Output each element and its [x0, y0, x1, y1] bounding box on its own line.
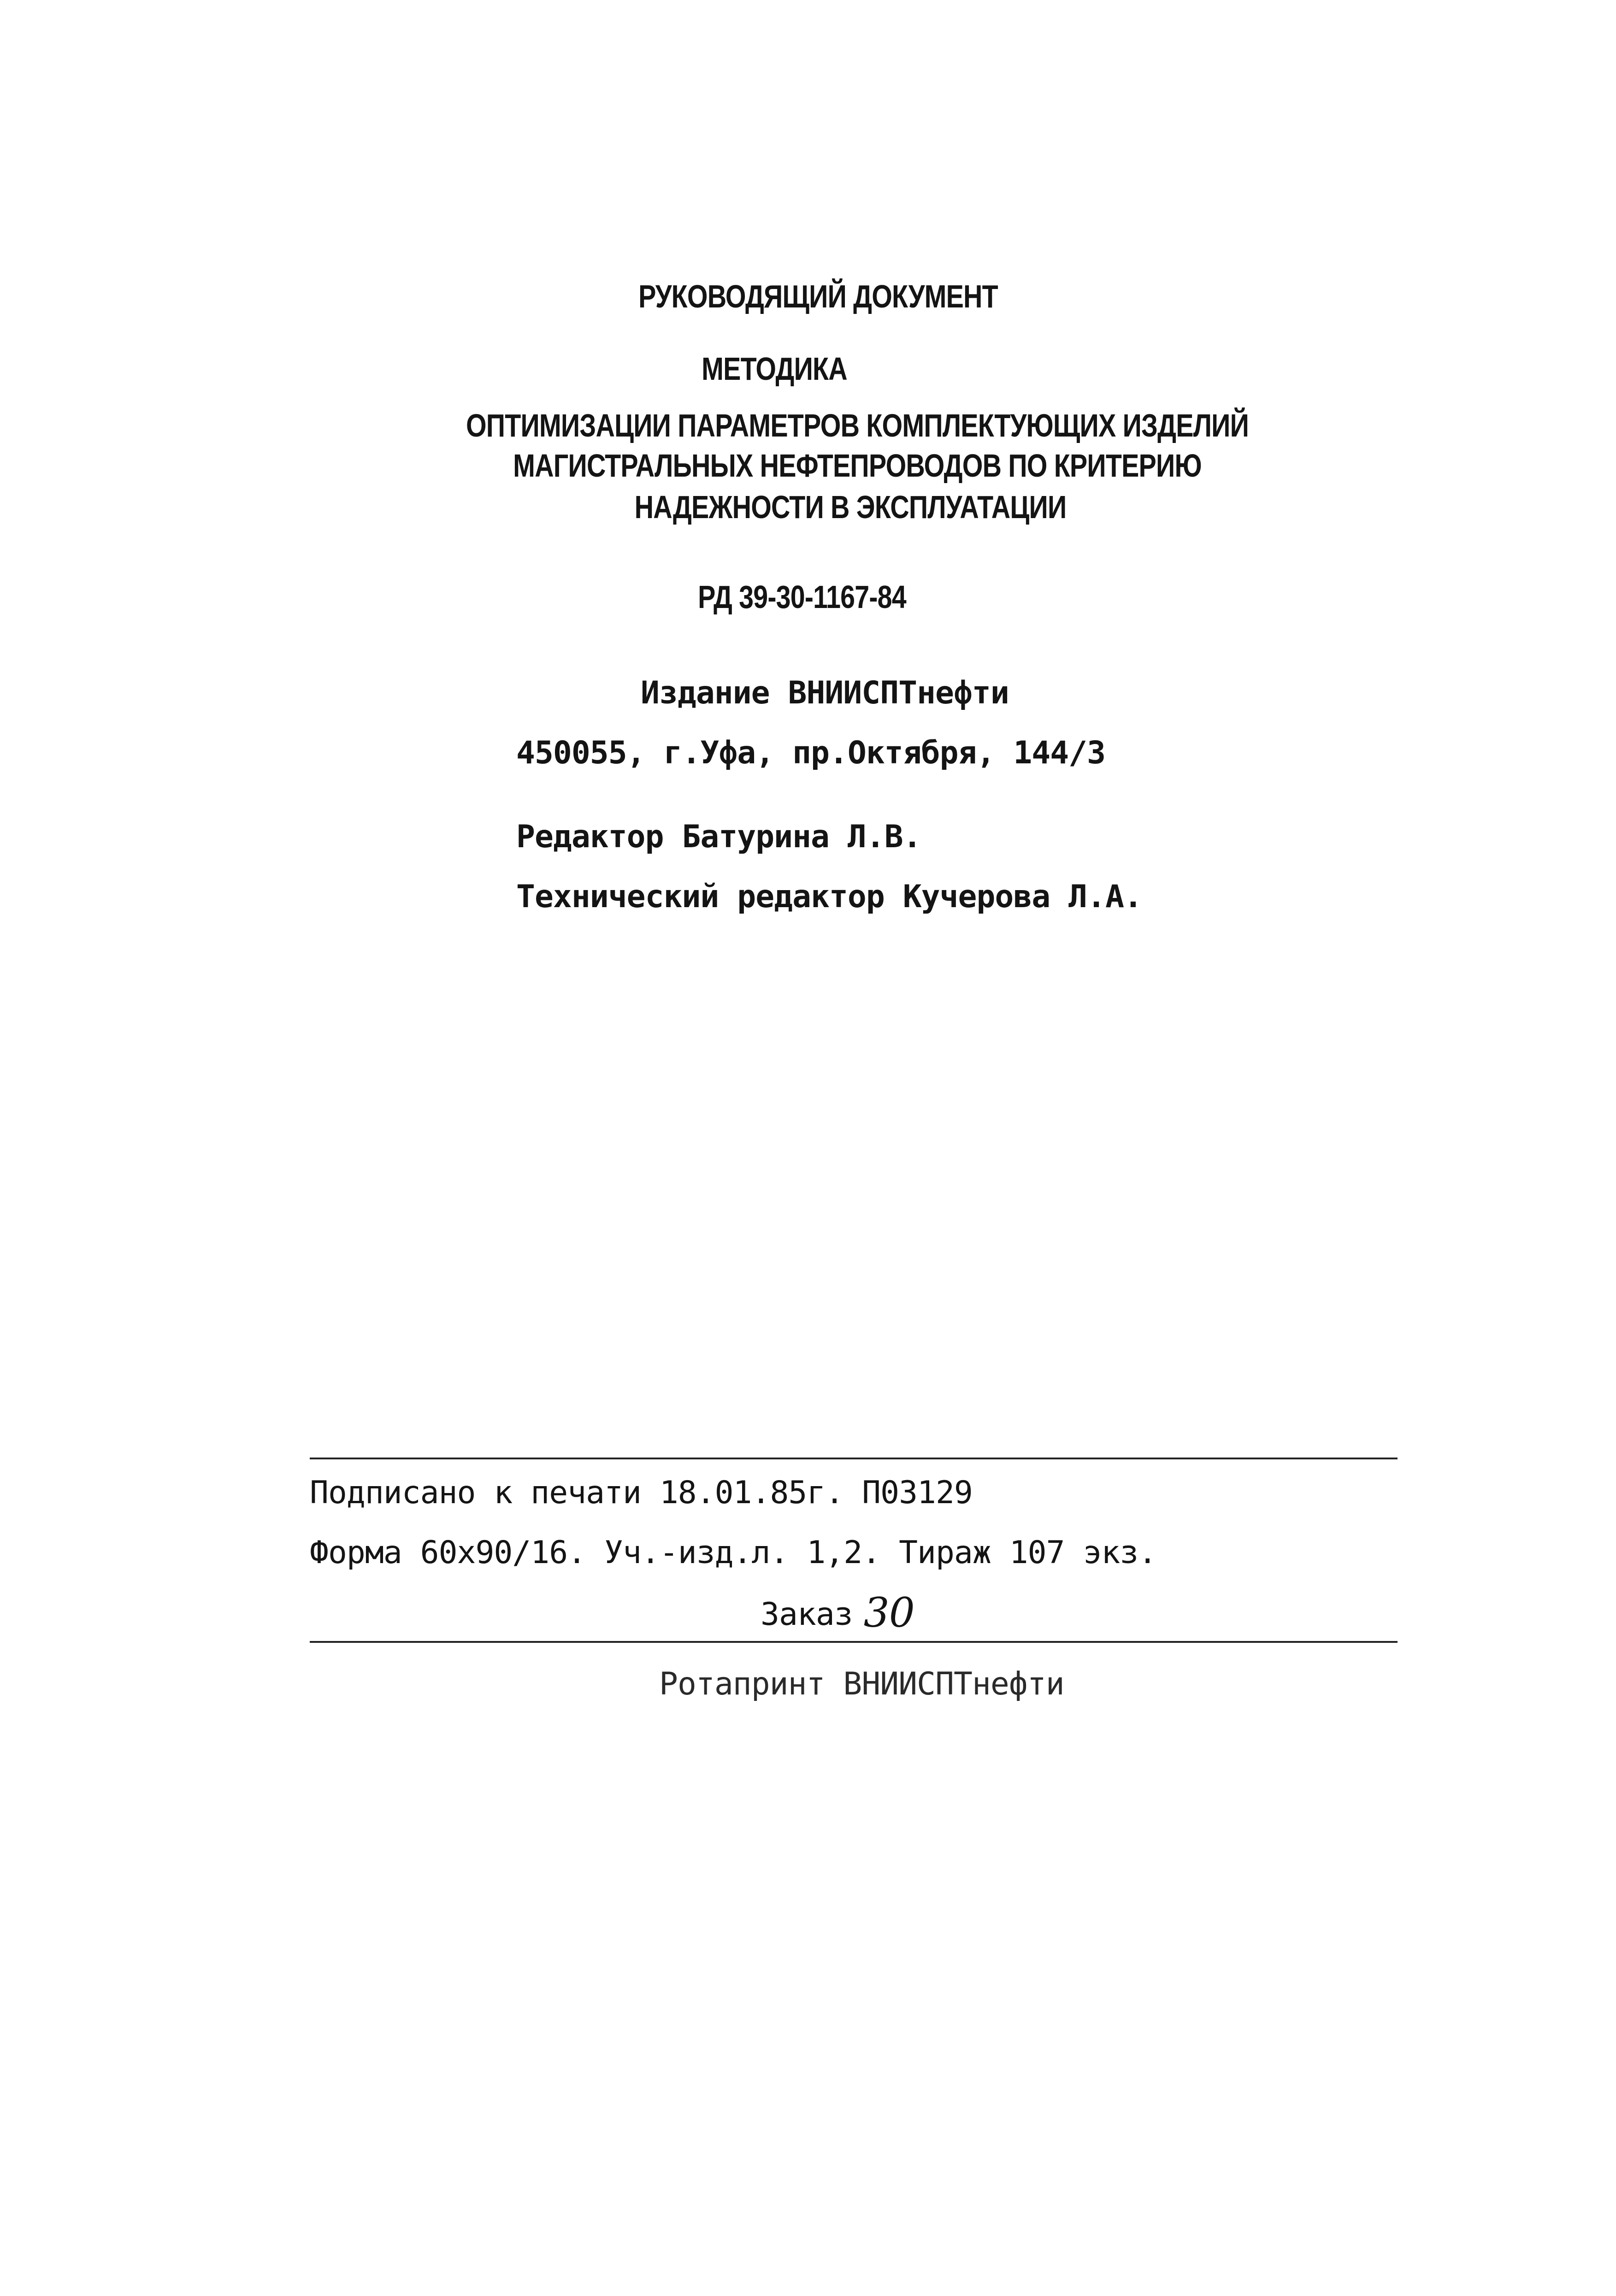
order-line: [761, 1589, 914, 1636]
technical-editor-line: Технический редактор Кучерова Л.А.: [516, 879, 1142, 915]
signed-for-print-line: Подписано к печати 18.01.85г. П03129: [310, 1475, 973, 1511]
title-line-2: МАГИСТРАЛЬНЫХ НЕФТЕПРОВОДОВ ПО КРИТЕРИЮ: [513, 448, 1202, 484]
imprint-bottom-rule: [310, 1641, 1398, 1643]
edition-line: Издание ВНИИСПТнефти: [641, 675, 1009, 711]
order-label: Заказ: [761, 1596, 853, 1633]
publisher-address: 450055, г.Уфа, пр.Октября, 144/3: [516, 735, 1106, 771]
title-line-1: ОПТИМИЗАЦИИ ПАРАМЕТРОВ КОМПЛЕКТУЮЩИХ ИЗДЕЛИЙ: [466, 407, 1249, 443]
document-code: РД 39-30-1167-84: [698, 579, 906, 615]
editor-line: Редактор Батурина Л.В.: [516, 819, 921, 855]
method-heading: МЕТОДИКА: [702, 351, 847, 387]
imprint-top-rule: [310, 1458, 1398, 1459]
title-line-3: НАДЕЖНОСТИ В ЭКСПЛУАТАЦИИ: [634, 489, 1067, 525]
order-number: 30: [863, 1589, 914, 1636]
printer-line: Ротапринт ВНИИСПТнефти: [659, 1666, 1064, 1702]
document-type-heading: РУКОВОДЯЩИЙ ДОКУМЕНТ: [638, 278, 998, 314]
format-circulation-line: Форма 60x90/16. Уч.-изд.л. 1,2. Тираж 107 экз.: [310, 1535, 1157, 1571]
